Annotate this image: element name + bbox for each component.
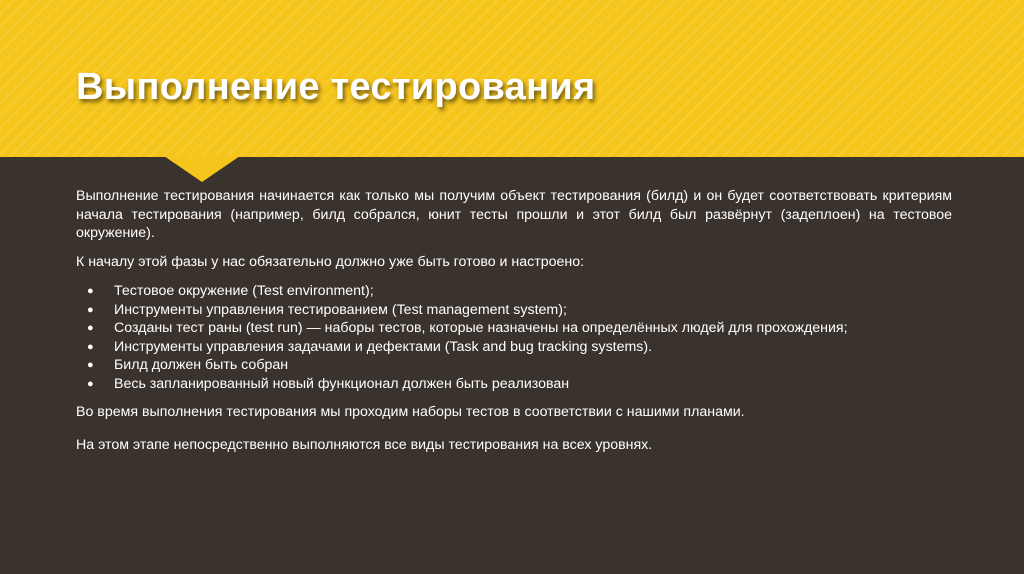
- bullet-icon: ●: [87, 377, 94, 390]
- slide-title: Выполнение тестирования: [76, 66, 596, 108]
- banner-pointer: [164, 156, 240, 182]
- prerequisites-list: [76, 282, 952, 393]
- list-item: [76, 282, 952, 301]
- list-item-text: Инструменты управления тестированием (Test management system);: [114, 301, 567, 318]
- levels-paragraph: На этом этапе непосредственно выполняются все виды тестирования на всех уровнях.: [76, 436, 653, 453]
- list-item: [76, 338, 952, 357]
- title-banner: [0, 0, 1024, 157]
- list-item-text: Инструменты управления задачами и дефектами (Task and bug tracking systems).: [114, 338, 653, 355]
- list-item: [76, 375, 952, 394]
- bullet-icon: ●: [87, 359, 94, 371]
- slide-body: [76, 187, 952, 454]
- bullet-icon: ●: [87, 303, 94, 316]
- list-item: [76, 319, 952, 338]
- intro-paragraph: Выполнение тестирования начинается как только мы получим объект тестирования (билд) и он будет соответствовать критериям начала тестирования (например, билд собрался, юнит тесты прошли и этот билд был развёрнут (задеплоен) на тестовое окружение).: [76, 188, 952, 241]
- list-item-text: Созданы тест раны (test run) — наборы тестов, которые назначены на определённых людей для прохождения;: [114, 320, 848, 336]
- list-item-text: Тестовое окружение (Test environment);: [114, 283, 374, 299]
- list-item-text: Весь запланированный новый функционал должен быть реализован: [114, 375, 570, 392]
- list-item: [76, 301, 952, 320]
- bullet-icon: ●: [87, 285, 94, 297]
- list-item: [76, 356, 952, 375]
- bullet-icon: ●: [87, 322, 94, 334]
- execution-paragraph: Во время выполнения тестирования мы проходим наборы тестов в соответствии с нашими планами.: [76, 404, 745, 420]
- prerequisites-lead: К началу этой фазы у нас обязательно должно уже быть готово и настроено:: [76, 253, 585, 270]
- list-item-text: Билд должен быть собран: [114, 357, 289, 373]
- bullet-icon: ●: [87, 340, 94, 353]
